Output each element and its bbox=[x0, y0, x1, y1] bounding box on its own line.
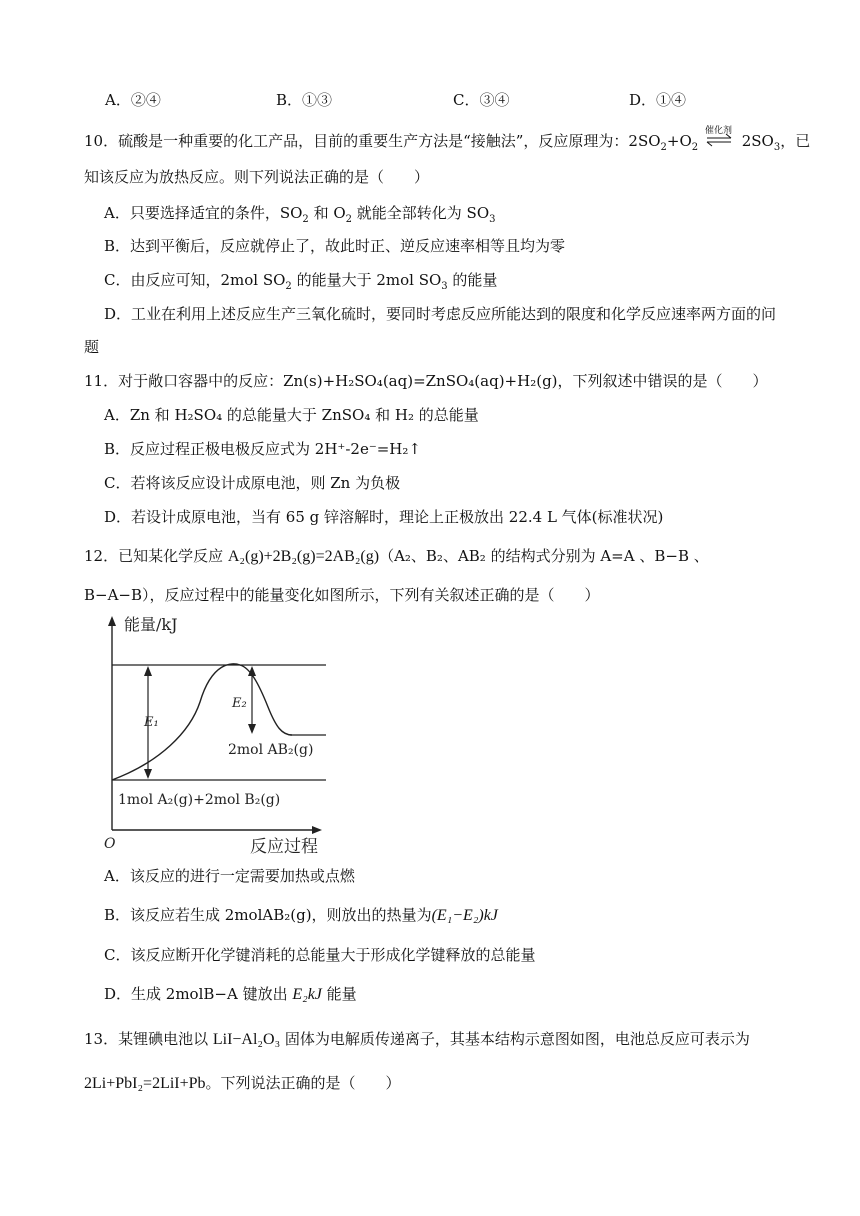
origin-label: O bbox=[104, 836, 116, 852]
q12-option-d[interactable]: D．生成 2molB−A 键放出 E₂kJ 能量 bbox=[104, 985, 357, 1003]
catalyst-label: 催化剂 bbox=[704, 126, 732, 136]
e2-label: E₂ bbox=[232, 696, 247, 711]
reversible-arrow-icon bbox=[703, 126, 737, 151]
q9-option-d[interactable]: D．①④ bbox=[629, 91, 687, 109]
q11-stem: 11．对于敞口容器中的反应：Zn(s)+H₂SO₄(aq)=ZnSO₄(aq)+H₂(g)，下列叙述中错误的是（ ） bbox=[84, 372, 768, 390]
reactant-label: 1mol A₂(g)+2mol B₂(g) bbox=[118, 792, 281, 808]
e1-arrow-top-icon bbox=[144, 666, 152, 676]
e2-arrow-bottom-icon bbox=[248, 724, 256, 734]
q9-option-c[interactable]: C．③④ bbox=[453, 91, 510, 109]
q12-stem-line2: B−A−B），反应过程中的能量变化如图所示，下列有关叙述正确的是（ ） bbox=[84, 586, 600, 604]
q12-option-a[interactable]: A．该反应的进行一定需要加热或点燃 bbox=[104, 867, 355, 885]
q10-stem-line1: 10．硫酸是一种重要的化工产品，目前的重要生产方法是“接触法”，反应原理为：$2SO_2+O_2$ 催化剂 $2SO_3$，已 bbox=[84, 131, 810, 151]
q9-option-b[interactable]: B．①③ bbox=[276, 91, 333, 109]
x-axis-arrow-icon bbox=[312, 826, 322, 834]
product-label: 2mol AB₂(g) bbox=[228, 742, 314, 758]
q13-stem-line1: 13．某锂碘电池以 LiI−Al₂O₃ 固体为电解质传递离子，其基本结构示意图如图，电池总反应可表示为 bbox=[84, 1030, 750, 1048]
y-axis-arrow-icon bbox=[108, 616, 116, 626]
x-axis-label: 反应过程 bbox=[250, 837, 318, 857]
e1-label: E₁ bbox=[144, 715, 159, 730]
q11-option-c[interactable]: C．若将该反应设计成原电池，则 Zn 为负极 bbox=[104, 474, 401, 492]
e1-arrow-bottom-icon bbox=[144, 769, 152, 779]
q10-option-b[interactable]: B．达到平衡后，反应就停止了，故此时正、逆反应速率相等且均为零 bbox=[104, 237, 566, 255]
q12-option-b[interactable]: B．该反应若生成 2molAB₂(g)，则放出的热量为(E₁−E₂)kJ bbox=[104, 906, 498, 924]
q10-option-d-line1[interactable]: D．工业在利用上述反应生产三氧化硫时，要同时考虑反应所能达到的限度和化学反应速率两方面的问 bbox=[104, 305, 777, 323]
y-axis-label: 能量/kJ bbox=[124, 615, 178, 634]
energy-diagram bbox=[100, 612, 340, 862]
q12-option-c[interactable]: C．该反应断开化学键消耗的总能量大于形成化学键释放的总能量 bbox=[104, 946, 536, 964]
q12-stem-line1: 12．已知某化学反应 A₂(g)+2B₂(g)=2AB₂(g)（A₂、B₂、AB₂ 的结构式分别为 A=A 、B−B 、 bbox=[84, 547, 709, 565]
q9-option-a[interactable]: A．②④ bbox=[105, 91, 161, 109]
q11-option-b[interactable]: B．反应过程正极电极反应式为 2H⁺-2e⁻=H₂↑ bbox=[104, 440, 421, 458]
q11-option-a[interactable]: A．Zn 和 H₂SO₄ 的总能量大于 ZnSO₄ 和 H₂ 的总能量 bbox=[104, 406, 479, 424]
reaction-curve bbox=[112, 664, 292, 780]
q13-stem-line2: 2Li+PbI₂=2LiI+Pb。下列说法正确的是（ ） bbox=[84, 1074, 401, 1092]
q10-stem-line2: 知该反应为放热反应。则下列说法正确的是（ ） bbox=[84, 168, 430, 186]
q11-option-d[interactable]: D．若设计成原电池，当有 65 g 锌溶解时，理论上正极放出 22.4 L 气体(标准状况) bbox=[104, 508, 664, 526]
q10-option-d-line2: 题 bbox=[84, 338, 100, 356]
q10-option-c[interactable]: C．由反应可知，2mol $SO_2$ 的能量大于 2mol $SO_3$ 的能量 bbox=[104, 271, 498, 292]
q10-option-a[interactable]: A．只要选择适宜的条件，$SO_2$ 和 $O_2$ 就能全部转化为 $SO_3$ bbox=[104, 204, 496, 225]
